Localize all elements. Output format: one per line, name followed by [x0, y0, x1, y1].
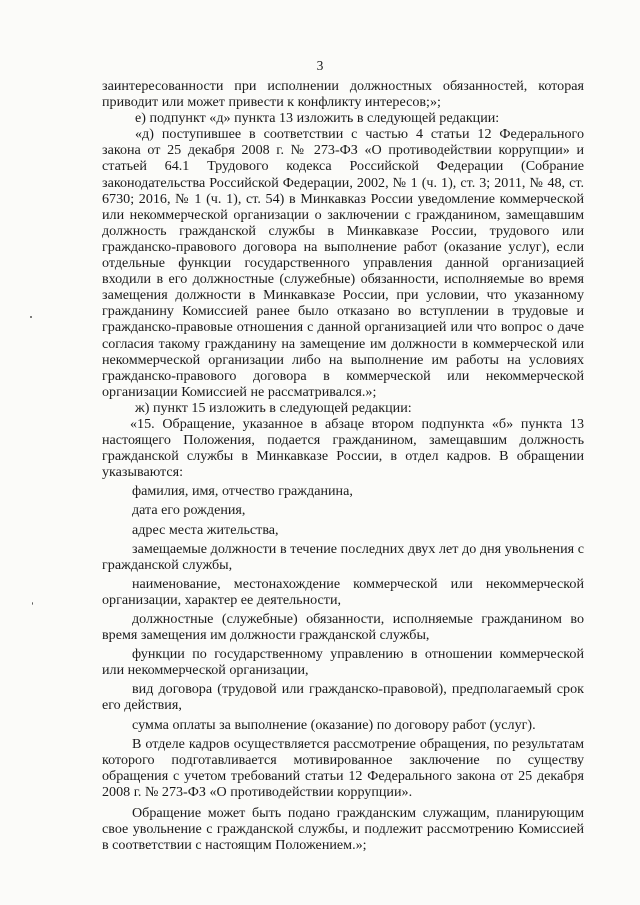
paragraph-amendment-zh: ж) пункт 15 изложить в следующей редакции:: [135, 399, 412, 416]
paragraph-amendment-e: е) подпункт «д» пункта 13 изложить в следующей редакции:: [135, 110, 500, 127]
list-item: вид договора (трудовой или гражданско-правовой), предполагаемый срок его действия,: [102, 681, 584, 714]
list-item: фамилия, имя, отчество гражданина,: [132, 483, 353, 500]
appeal-requirements-list: [102, 483, 584, 732]
scan-speck: [30, 316, 32, 318]
paragraph-point-15: «15. Обращение, указанное в абзаце втором подпункта «б» пункта 13 настоящего Положения, подается гражданином, замещавшим должность гражданской службы в Минкавказе России, в отдел кадров. В обращении указываются:: [102, 415, 584, 481]
paragraph-continuation: заинтересованности при исполнении должностных обязанностей, которая приводит или может привести к конфликту интересов;»;: [102, 78, 584, 111]
list-item: сумма оплаты за выполнение (оказание) по договору работ (услуг).: [132, 716, 536, 733]
page-number: 3: [316, 58, 324, 73]
list-item: наименование, местонахождение коммерческой или некоммерческой организации, характер ее деятельности,: [102, 575, 584, 608]
paragraph-submission: Обращение может быть подано гражданским служащим, планирующим свое увольнение с гражданской службы, и подлежит рассмотрению Комиссией в соответствии с настоящим Положением.»;: [102, 805, 584, 854]
list-item: замещаемые должности в течение последних двух лет до дня увольнения с гражданской службы,: [102, 540, 584, 573]
list-item: дата его рождения,: [132, 502, 246, 519]
paragraph-subpoint-d: «д) поступившее в соответствии с частью 4 статьи 12 Федерального закона от 25 декабря 2008 г. № 273-ФЗ «О противодействии коррупции» и статьей 64.1 Трудового кодекса Российской Федерации (Собрание законодательства Российской Федерации, 2002, № 1 (ч. 1), ст. 3; 2011, № 48, ст. 6730; 2016, № 1 (ч. 1), ст. 54) в Минкавказ России уведомление коммерческой или некоммерческой организации о заключении с гражданином, замещавшим должность гражданской службы в Минкавказе России, трудового или гражданско-правового договора на выполнение работ (оказание услуг), если отдельные функции государственного управления данной организацией входили в его должностные (служебные) обязанности, исполняемые во время замещения должности в Минкавказе России, при условии, что указанному гражданину Комиссией ранее было отказано во вступлении в трудовые и гражданско-правовые отношения с данной организацией или что вопрос о даче согласия такому гражданину на замещение им должности в коммерческой или некоммерческой организации либо на выполнение им работы на условиях гражданско-правового договора в коммерческой или некоммерческой организации Комиссией не рассматривался.»;: [102, 126, 584, 400]
document-body: [102, 78, 584, 853]
list-item: функции по государственному управлению в отношении коммерческой или некоммерческой организации,: [102, 646, 584, 679]
list-item: должностные (служебные) обязанности, исполняемые гражданином во время замещения им должности гражданской службы,: [102, 611, 584, 644]
paragraph-hr-review: В отделе кадров осуществляется рассмотрение обращения, по результатам которого подготавливается мотивированное заключение по существу обращения с учетом требований статьи 12 Федерального закона от 25 декабря 2008 г. № 273-ФЗ «О противодействии коррупции».: [102, 735, 584, 800]
scan-speck: [32, 602, 33, 605]
list-item: адрес места жительства,: [132, 521, 279, 538]
